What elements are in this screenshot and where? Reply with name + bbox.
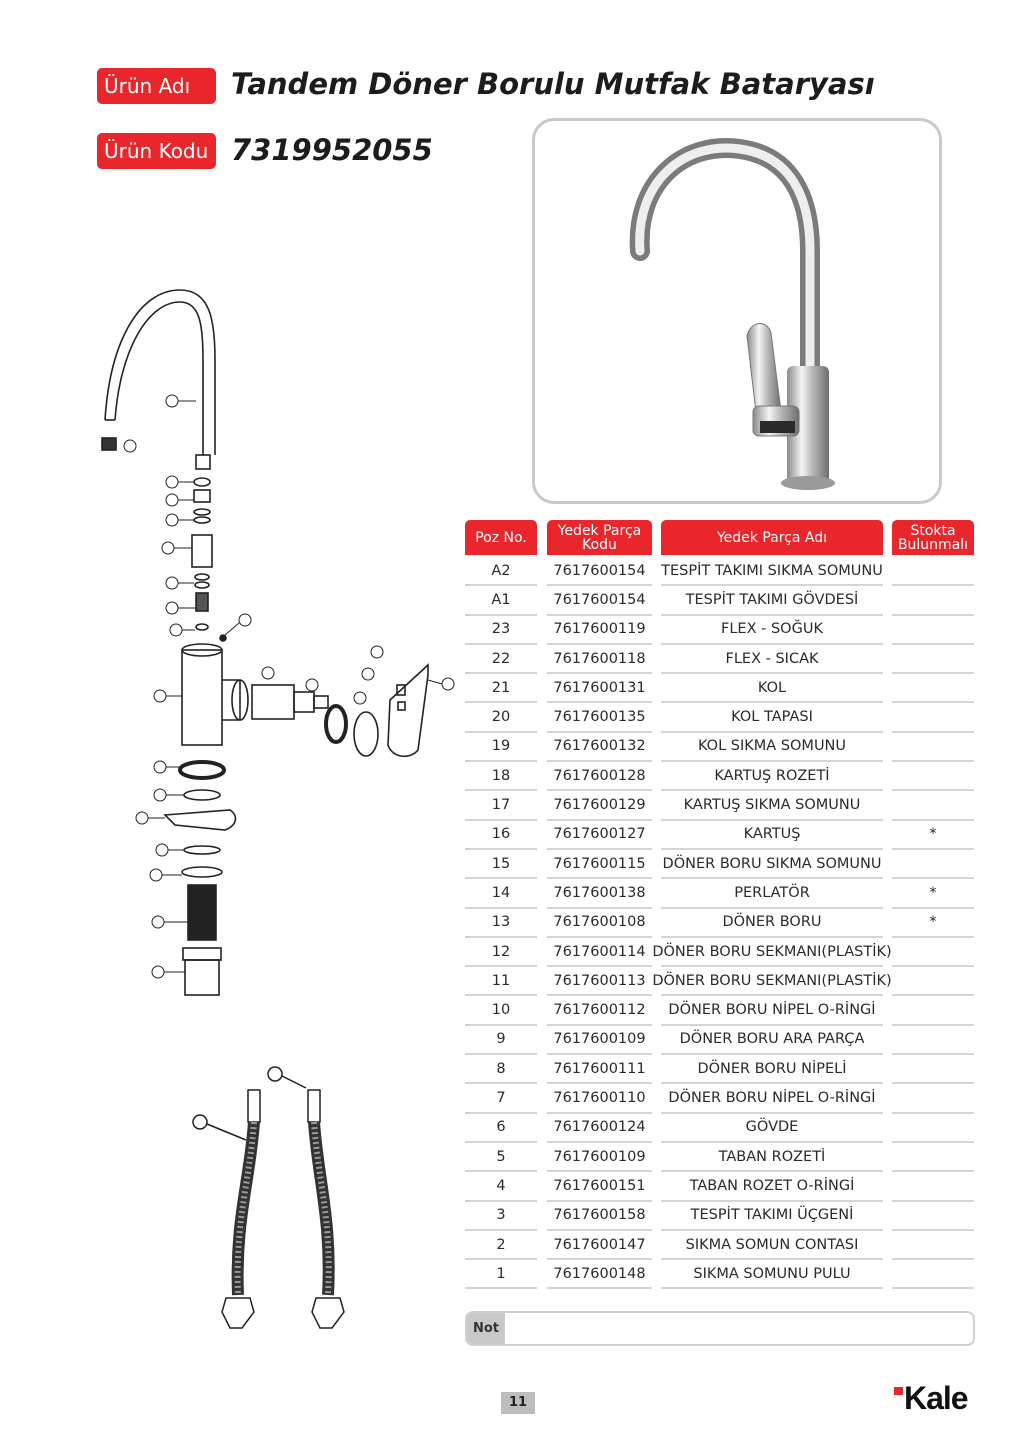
row-in-stock: [892, 1055, 974, 1084]
row-part-code: 7617600111: [547, 1055, 652, 1084]
note-label: Not: [467, 1313, 505, 1344]
table-row: [465, 704, 975, 733]
row-part-name: KOL: [661, 674, 883, 703]
row-poz: 5: [465, 1143, 537, 1172]
column-header-part-code: Yedek Parça Kodu: [547, 520, 652, 555]
row-part-name: TESPİT TAKIMI SIKMA SOMUNU: [661, 557, 883, 586]
row-part-code: 7617600124: [547, 1114, 652, 1143]
row-part-code: 7617600154: [547, 557, 652, 586]
product-name-label: Ürün Adı: [97, 68, 216, 104]
row-part-name: TABAN ROZETİ: [661, 1143, 883, 1172]
row-part-code: 7617600118: [547, 645, 652, 674]
row-in-stock: [892, 586, 974, 615]
row-part-name: SIKMA SOMUN CONTASI: [661, 1231, 883, 1260]
row-part-code: 7617600151: [547, 1172, 652, 1201]
flex-hoses-diagram: [180, 1060, 360, 1340]
row-part-code: 7617600109: [547, 1026, 652, 1055]
table-row: [465, 1172, 975, 1201]
row-poz: 15: [465, 850, 537, 879]
product-code-label: Ürün Kodu: [97, 133, 216, 169]
table-row: [465, 1260, 975, 1289]
row-in-stock: [892, 762, 974, 791]
row-in-stock: [892, 1114, 974, 1143]
row-part-name: FLEX - SOĞUK: [661, 616, 883, 645]
row-poz: 16: [465, 821, 537, 850]
row-poz: 9: [465, 1026, 537, 1055]
faucet-photo-icon: [535, 121, 939, 501]
row-part-name: TESPİT TAKIMI ÜÇGENİ: [661, 1202, 883, 1231]
table-row: [465, 586, 975, 615]
row-part-name: KARTUŞ: [661, 821, 883, 850]
row-part-code: 7617600109: [547, 1143, 652, 1172]
row-poz: 14: [465, 879, 537, 908]
row-in-stock: [892, 1231, 974, 1260]
exploded-parts-diagram: [90, 280, 470, 1000]
row-in-stock: *: [892, 909, 974, 938]
row-part-code: 7617600135: [547, 704, 652, 733]
table-row: [465, 967, 975, 996]
logo-mark-icon: [894, 1387, 903, 1395]
row-poz: 13: [465, 909, 537, 938]
row-part-name: FLEX - SICAK: [661, 645, 883, 674]
table-row: [465, 733, 975, 762]
table-row: [465, 762, 975, 791]
row-part-name: DÖNER BORU NİPEL O-RİNGİ: [661, 997, 883, 1026]
table-row: [465, 938, 975, 967]
row-part-name: TABAN ROZET O-RİNGİ: [661, 1172, 883, 1201]
row-poz: 3: [465, 1202, 537, 1231]
row-part-name: DÖNER BORU: [661, 909, 883, 938]
row-in-stock: *: [892, 821, 974, 850]
column-header-part-name: Yedek Parça Adı: [661, 520, 883, 555]
row-part-code: 7617600128: [547, 762, 652, 791]
table-row: [465, 1055, 975, 1084]
row-poz: 19: [465, 733, 537, 762]
row-in-stock: [892, 997, 974, 1026]
row-poz: 8: [465, 1055, 537, 1084]
row-poz: 23: [465, 616, 537, 645]
row-part-code: 7617600114: [547, 938, 652, 967]
table-row: [465, 791, 975, 820]
row-poz: 18: [465, 762, 537, 791]
row-poz: 7: [465, 1084, 537, 1113]
table-row: [465, 997, 975, 1026]
row-part-code: 7617600113: [547, 967, 652, 996]
row-poz: 2: [465, 1231, 537, 1260]
product-photo-frame: [532, 118, 942, 504]
row-part-name: DÖNER BORU SEKMANI(PLASTİK): [661, 938, 883, 967]
row-poz: 4: [465, 1172, 537, 1201]
row-in-stock: [892, 1202, 974, 1231]
table-row: [465, 1084, 975, 1113]
row-part-name: DÖNER BORU NİPEL O-RİNGİ: [661, 1084, 883, 1113]
row-in-stock: [892, 938, 974, 967]
row-in-stock: [892, 1143, 974, 1172]
kale-logo: [896, 1380, 968, 1417]
table-row: [465, 645, 975, 674]
row-part-name: GÖVDE: [661, 1114, 883, 1143]
row-in-stock: *: [892, 879, 974, 908]
row-in-stock: [892, 616, 974, 645]
row-part-code: 7617600158: [547, 1202, 652, 1231]
table-row: [465, 1231, 975, 1260]
row-part-code: 7617600119: [547, 616, 652, 645]
row-part-name: DÖNER BORU SIKMA SOMUNU: [661, 850, 883, 879]
row-part-name: TESPİT TAKIMI GÖVDESİ: [661, 586, 883, 615]
table-row: [465, 674, 975, 703]
row-in-stock: [892, 1260, 974, 1289]
row-part-name: KOL TAPASI: [661, 704, 883, 733]
product-name-value: Tandem Döner Borulu Mutfak Bataryası: [231, 67, 875, 101]
row-poz: 10: [465, 997, 537, 1026]
logo-text: Kale: [904, 1380, 968, 1416]
row-part-code: 7617600131: [547, 674, 652, 703]
row-part-name: KARTUŞ ROZETİ: [661, 762, 883, 791]
row-in-stock: [892, 1084, 974, 1113]
table-row: [465, 616, 975, 645]
row-poz: 20: [465, 704, 537, 733]
row-poz: 11: [465, 967, 537, 996]
table-row: [465, 557, 975, 586]
row-part-code: 7617600115: [547, 850, 652, 879]
row-poz: 17: [465, 791, 537, 820]
row-part-name: SIKMA SOMUNU PULU: [661, 1260, 883, 1289]
row-poz: 12: [465, 938, 537, 967]
table-row: [465, 850, 975, 879]
row-in-stock: [892, 704, 974, 733]
row-part-code: 7617600148: [547, 1260, 652, 1289]
column-header-in-stock: Stokta Bulunmalı: [892, 520, 974, 555]
row-poz: A2: [465, 557, 537, 586]
row-in-stock: [892, 1026, 974, 1055]
row-part-name: PERLATÖR: [661, 879, 883, 908]
row-poz: 22: [465, 645, 537, 674]
table-row: [465, 1143, 975, 1172]
row-in-stock: [892, 967, 974, 996]
row-in-stock: [892, 850, 974, 879]
row-part-code: 7617600127: [547, 821, 652, 850]
row-poz: 21: [465, 674, 537, 703]
row-part-code: 7617600108: [547, 909, 652, 938]
table-row: [465, 1026, 975, 1055]
product-code-value: 7319952055: [231, 133, 433, 167]
row-poz: 1: [465, 1260, 537, 1289]
row-part-name: KOL SIKMA SOMUNU: [661, 733, 883, 762]
column-header-poz: Poz No.: [465, 520, 537, 555]
row-part-code: 7617600147: [547, 1231, 652, 1260]
row-in-stock: [892, 645, 974, 674]
row-part-name: DÖNER BORU SEKMANI(PLASTİK): [661, 967, 883, 996]
table-row: [465, 1202, 975, 1231]
page-number: 11: [501, 1392, 535, 1414]
note-box: [465, 1311, 975, 1346]
row-in-stock: [892, 1172, 974, 1201]
table-row: [465, 1114, 975, 1143]
row-part-code: 7617600110: [547, 1084, 652, 1113]
row-part-name: DÖNER BORU ARA PARÇA: [661, 1026, 883, 1055]
table-row: [465, 879, 975, 908]
row-part-code: 7617600132: [547, 733, 652, 762]
row-part-code: 7617600154: [547, 586, 652, 615]
row-poz: 6: [465, 1114, 537, 1143]
row-in-stock: [892, 557, 974, 586]
row-poz: A1: [465, 586, 537, 615]
row-in-stock: [892, 733, 974, 762]
table-row: [465, 821, 975, 850]
row-part-code: 7617600112: [547, 997, 652, 1026]
row-part-name: KARTUŞ SIKMA SOMUNU: [661, 791, 883, 820]
row-part-code: 7617600129: [547, 791, 652, 820]
table-row: [465, 909, 975, 938]
row-in-stock: [892, 674, 974, 703]
row-part-name: DÖNER BORU NİPELİ: [661, 1055, 883, 1084]
row-in-stock: [892, 791, 974, 820]
row-part-code: 7617600138: [547, 879, 652, 908]
